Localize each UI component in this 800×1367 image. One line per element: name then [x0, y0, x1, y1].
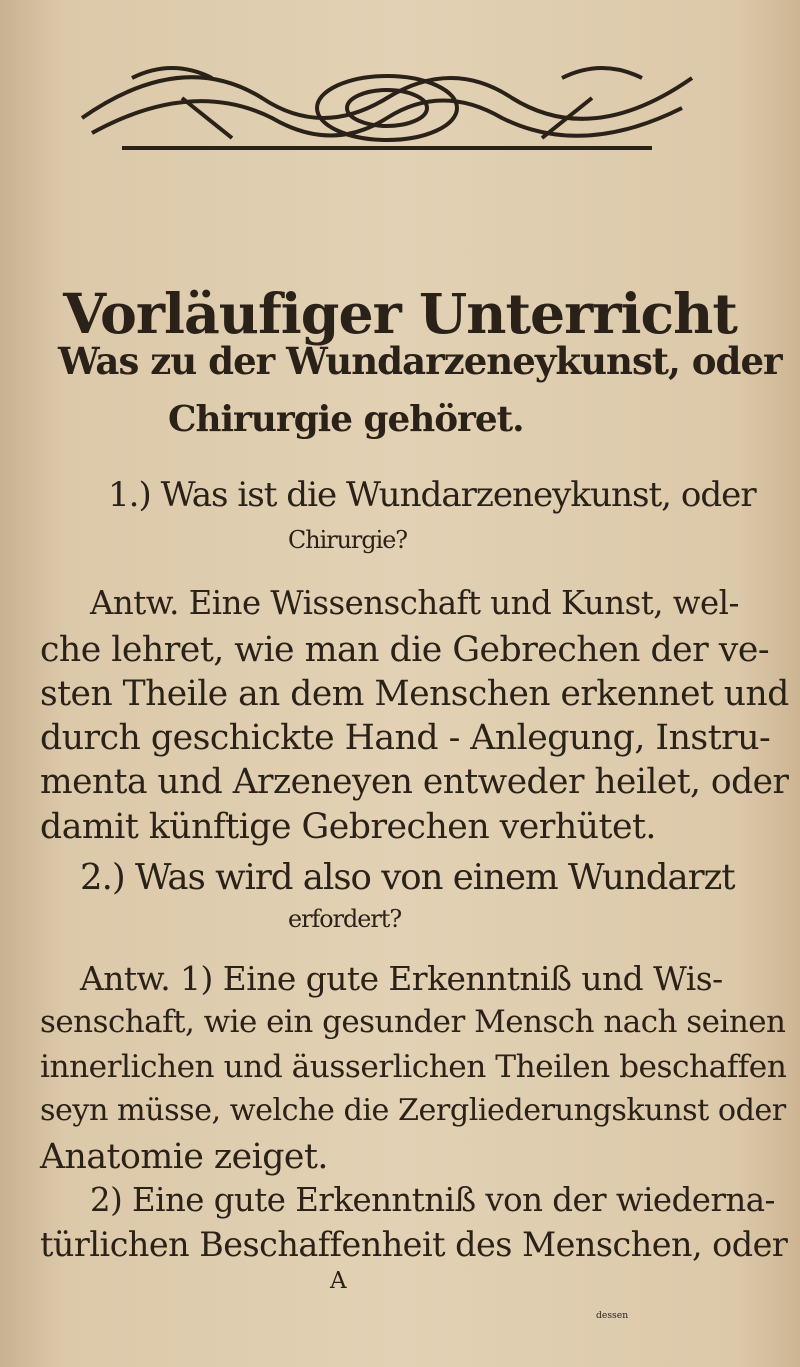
answer-2-line: Anatomie zeiget. — [40, 1136, 328, 1177]
answer-2-line: Antw. 1) Eine gute Erkenntniß und Wis- — [80, 960, 723, 999]
answer-1-line: damit künftige Gebrechen verhütet. — [40, 806, 656, 847]
answer-1-line: sten Theile an dem Menschen erkennet und — [40, 674, 789, 715]
answer-1-line: che lehret, wie man die Gebrechen der ve- — [40, 630, 770, 671]
page-title: Vorläufiger Unterricht — [63, 282, 737, 347]
answer-1-line: menta und Arzeneyen entweder heilet, oder — [40, 762, 789, 803]
answer-2-line: innerlichen und äusserlichen Theilen beschaffen — [40, 1048, 787, 1085]
signature-mark: A — [330, 1267, 347, 1294]
question-2-line-2: erfordert? — [288, 904, 402, 933]
answer-2-line: seyn müsse, welche die Zergliederungskunst oder — [40, 1092, 786, 1128]
page-subtitle-line-2: Chirurgie gehöret. — [168, 398, 524, 441]
answer-1-line: durch geschickte Hand - Anlegung, Instru- — [40, 718, 771, 759]
answer-2-line: türlichen Beschaffenheit des Menschen, oder — [40, 1225, 788, 1264]
question-1-line-2: Chirurgie? — [288, 525, 408, 554]
catchword: dessen — [596, 1310, 629, 1321]
page-subtitle-line-1: Was zu der Wundarzeneykunst, oder — [58, 339, 782, 384]
answer-2-line: 2) Eine gute Erkenntniß von der wiederna- — [90, 1180, 775, 1219]
answer-2-line: senschaft, wie ein gesunder Mensch nach seinen — [40, 1004, 786, 1041]
question-2-line-1: 2.) Was wird also von einem Wundarzt — [80, 857, 735, 899]
question-1-line-1: 1.) Was ist die Wundarzeneykunst, oder — [108, 474, 756, 515]
answer-1-line: Antw. Eine Wissenschaft und Kunst, wel- — [90, 584, 739, 623]
floral-headpiece-ornament-icon — [62, 38, 712, 168]
